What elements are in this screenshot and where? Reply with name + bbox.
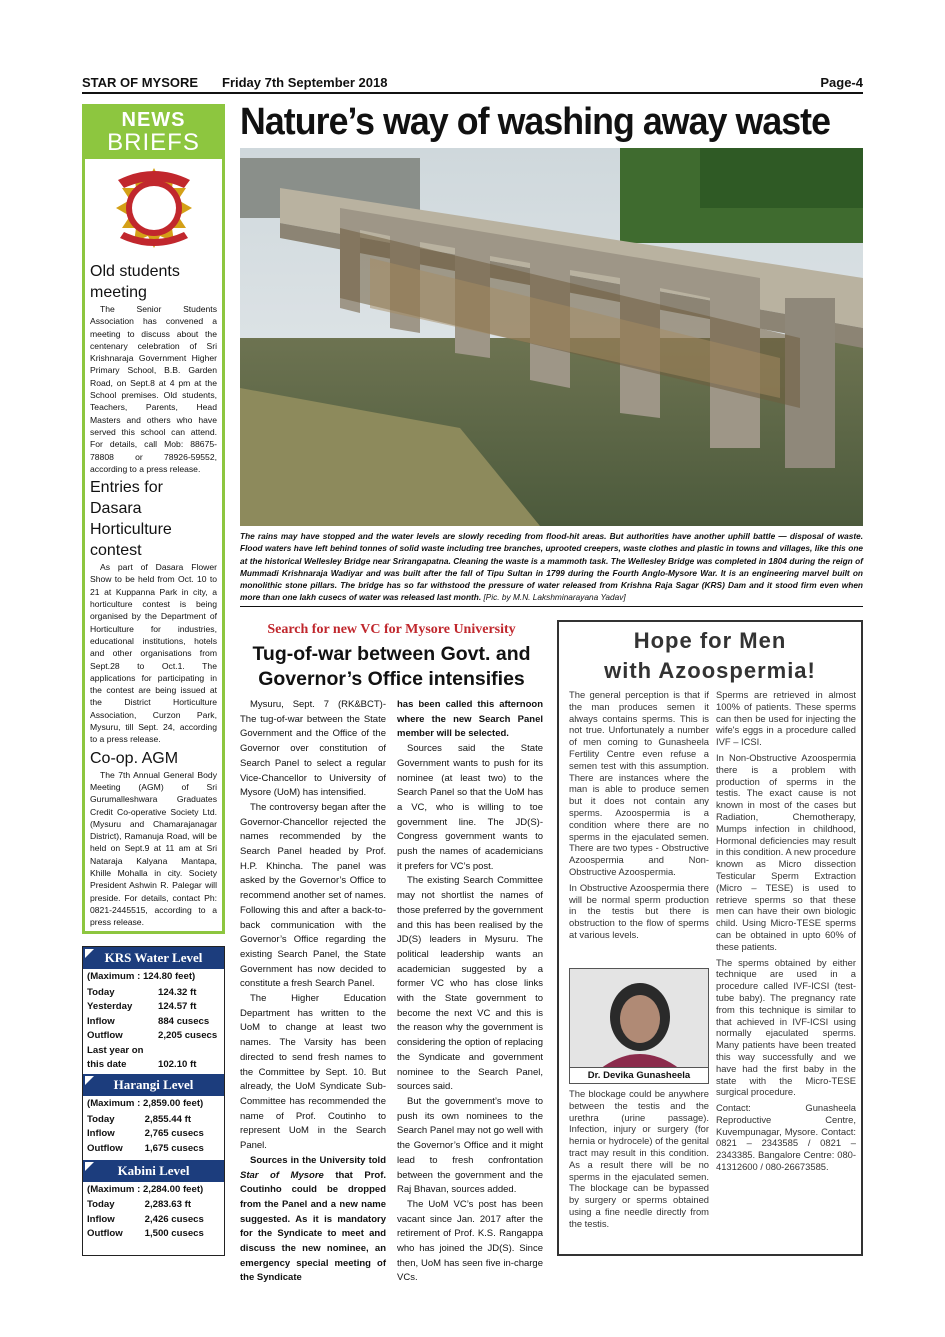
news-briefs-column	[82, 104, 225, 934]
table-row	[83, 1141, 224, 1156]
brief-item	[85, 748, 222, 929]
row-label: Yesterday	[87, 1001, 133, 1013]
advert-paragraph: The general perception is that if the man produces semen it always contains sperms. This is not true. Unfortunately a number of men coming to Gunasheela Fertility Centre even refuse a semen test with this assumption. There are instances where the man is able to produce semen but it does not contain any sperms. Azoospermia is a condition where there are no sperms in the ejaculated semen. There are two types - Obstructive Azoospermia and Non-Obstructive Azoospermia.	[569, 689, 709, 877]
corner-arrow-icon	[85, 1076, 94, 1085]
harangi-level-title: Harangi Level	[113, 1077, 194, 1092]
advert-paragraph: In Non-Obstructive Azoospermia there is a problem with production of sperms in the testis. The exact cause is not known in most of the cases but Radiation, Chemotherapy, Mumps infection in childhood, Hormonal deficiencies may result in this condition. A new procedure known as Micro dissection Testicular Sperm Extraction (Micro – TESE) is used to retrieve sperms so that these men can have their own biologic child. Using Micro-TESE sperms can be obtained in upto 60% of these patients.	[716, 751, 856, 952]
row-label: Inflow	[87, 1015, 115, 1027]
table-row	[83, 985, 224, 1000]
krs-table	[83, 985, 224, 1072]
vc-article-title: Tug-of-war between Govt. and Governor’s Office intensifies	[252, 643, 531, 690]
corner-arrow-icon	[85, 1162, 94, 1171]
caption-text: The rains may have stopped and the water levels are slowly receding from flood-hit areas. But authorities have another uphill battle — disposal of waste. Flood waters have left behind tonnes of solid waste including tree branches, uprooted creepers, waste clothes and plastic in towns and villages, like this one at the historical Wellesley Bridge near Srirangapatna. Cleaning the waste is a mammoth task. The Wellesley Bridge was completed in 1804 during the reign of Mummadi Krishnaraja Wadiyar and was built after the fall of Tipu Sultan in 1799 during the Fourth Anglo-Mysore War. It is an engineering marvel built on monolithic stone pillars. The bridge has so far withstood the pressure of water released from Krishna Raja Sagar (KRS) Dam and it stood firm even when more than one lakh cusecs of water was released last month.	[240, 531, 863, 603]
brief-title: Entries for Dasara Horticulture contest	[90, 479, 172, 560]
row-label: Inflow	[87, 1213, 115, 1225]
issue-date: Friday 7th September 2018	[222, 75, 388, 90]
row-value: 2,283.63 ft	[144, 1199, 192, 1211]
kabini-level-header	[83, 1160, 224, 1182]
bold-lead: Sources in the University told	[250, 1154, 386, 1166]
azoospermia-advert	[557, 620, 863, 1256]
row-label: Outflow	[87, 1030, 123, 1042]
article-paragraph: The controversy began after the Governor-Chancellor rejected the names recommended by the Search Panel headed by Prof. H.P. Khincha. The panel was asked by the Governor’s Office to recommend another set of names. Following this and after a back-to-back communication with the Governor’s Office regarding the existing Search Panel, the State Government has now decided to constitute a fresh Search Panel.	[240, 801, 386, 990]
anniversary-logo	[85, 159, 222, 259]
advert-title	[559, 626, 861, 686]
kabini-max: (Maximum : 2,284.00 feet)	[87, 1183, 204, 1195]
photo-credit: [Pic. by M.N. Lakshminarayana Yadav]	[483, 592, 626, 603]
table-row	[83, 1227, 224, 1242]
paper-name: STAR OF MYSORE	[82, 75, 199, 90]
water-level-box	[82, 946, 225, 1256]
bridge-photo	[240, 148, 863, 526]
advert-title-line-1: Hope for Men	[633, 628, 787, 653]
krs-level-header	[83, 947, 224, 969]
krs-level-title: KRS Water Level	[104, 950, 203, 965]
vc-article-col-1	[240, 698, 386, 1286]
article-paragraph-bold	[240, 1154, 386, 1286]
row-label: Today	[87, 1113, 115, 1125]
row-label: Today	[87, 986, 115, 998]
advert-right-column	[716, 689, 856, 1177]
table-row	[83, 1029, 224, 1044]
table-row	[83, 1212, 224, 1227]
doctor-name: Dr. Devika Gunasheela	[570, 1067, 708, 1083]
row-label: Outflow	[87, 1228, 123, 1240]
masthead	[82, 72, 863, 94]
bold-tail: that Prof. Coutinho could be dropped from the Panel and a new name suggested. As it is mandatory for the Syndicate to meet and discuss the new nominee, an emergency special meeting of the Syndicate	[240, 1169, 386, 1284]
article-paragraph: But the government’s move to push its own nominees to the Search Panel may not go well with the Governor’s Office and it might lead to fresh confrontation between the government and the Raj Bhavan, sources added.	[397, 1095, 543, 1196]
row-value: 124.57 ft	[158, 1001, 197, 1013]
brief-item	[85, 477, 222, 745]
advert-left-bottom: The blockage could be anywhere between the testis and the urethra (urine passage). Infection, injury or surgery (for hernia or hydrocele) of the genital tract may result in this condition. As a result there will be no sperms in the ejaculated semen. The blockage can be bypassed by surgery or sperms obtained using a fine needle directly from the testis.	[569, 1088, 709, 1229]
vc-article-col-2	[397, 698, 543, 1286]
brief-item	[85, 261, 222, 475]
brief-body: The Senior Students Association has convened a meeting to discuss about the centenary celebration of Sri Krishnaraja Government Higher Primary School, B.B. Garden Road, on Sept.8 at 4 pm at the School premises. Old students, Teachers, Parents, Head Masters and others who have served this school can attend. For details, call Mob: 88675-78808 or 78926-59552, according to a press release.	[90, 304, 217, 474]
advert-contact: Contact: Gunasheela Reproductive Centre, Kuvempunagar, Mysore. Contact: 0821 – 2343585 / 0821 – 2343385. Bangalore Centre: 080-41312600 / 080-26673585.	[716, 1102, 856, 1173]
bridge-photo-illustration	[240, 148, 863, 526]
row-label: Outflow	[87, 1142, 123, 1154]
row-value: 2,765 cusecs	[144, 1128, 204, 1140]
row-label: this date	[87, 1059, 127, 1071]
anniversary-emblem-icon	[104, 162, 204, 256]
article-paragraph: The existing Search Committee may not shortlist the names of those preferred by the government and this has been realised by the JD(S) leaders in Mysuru. The political leadership wants an academician suggested by a former VC who has close links with the State government to become the next VC and this is the reason why the government is considering the option of replacing the Syndicate and government nominee to the Search Panel, sources said.	[397, 875, 543, 1093]
vc-article-kicker: Search for new VC for Mysore University	[267, 622, 516, 637]
article-paragraph: Mysuru, Sept. 7 (RK&BCT)- The tug-of-war between the State Government and the Office of the Governor over constitution of Search Panel to select a regular Vice-Chancellor to University of Mysore (UoM) has intensified.	[240, 699, 386, 799]
harangi-table	[83, 1112, 224, 1156]
row-value: 2,426 cusecs	[144, 1213, 204, 1225]
brief-body: The 7th Annual General Body Meeting (AGM) of Sri Gurumalleshwara Graduates Credit Co-operative Society Ltd. (Mysuru and Chamarajanagar District), Ramanuja Road, will be held on Sept.9 at 11 am at Sri Nataraja Kalyana Mantapa, Khille Mohalla in city. Society President Ashwin R. Palegar will preside. For details, contact Ph: 0821-2445515, according to a press release.	[90, 769, 217, 928]
advert-paragraph: In Obstructive Azoospermia there will be normal sperm production in the testis but there is obstruction to the flow of sperms at various levels.	[569, 881, 709, 940]
brief-title: Old students meeting	[90, 263, 180, 301]
news-briefs-title-1: NEWS	[121, 109, 186, 131]
row-label: Today	[87, 1199, 115, 1211]
table-row	[83, 1112, 224, 1127]
news-briefs-title-2: BRIEFS	[107, 129, 200, 156]
row-value: 1,500 cusecs	[144, 1228, 204, 1240]
advert-title-line-2: with Azoospermia!	[604, 658, 816, 683]
article-paragraph: The Higher Education Department has written to the UoM to change at least two names. The Varsity has been directed to send fresh names to the Committee by Sept. 10. But already, the UoM Syndicate Sub-Committee has recommended the name of Prof. Coutinho to represent UoM in the Search Panel.	[240, 993, 386, 1152]
bold-italic-paper: Star of Mysore	[240, 1169, 324, 1181]
brief-title: Co-op. AGM	[90, 749, 179, 767]
brief-item	[85, 930, 222, 934]
advert-left-column	[569, 689, 709, 945]
article-paragraph: The UoM VC’s post has been vacant since Jan. 2017 after the retirement of Prof. K.S. Rangappa who has joined the JD(S). Since then, UoM has seen five in-charge VCs.	[397, 1198, 543, 1284]
doctor-photo	[569, 968, 709, 1084]
row-value: 2,205 cusecs	[158, 1030, 218, 1042]
table-row	[83, 1014, 224, 1029]
kabini-table	[83, 1198, 224, 1242]
kabini-level-title: Kabini Level	[117, 1162, 190, 1178]
harangi-max: (Maximum : 2,859.00 feet)	[87, 1098, 204, 1109]
table-row	[83, 1058, 224, 1073]
krs-max: (Maximum : 124.80 feet)	[87, 971, 196, 982]
corner-arrow-icon	[85, 949, 94, 958]
harangi-level-header	[83, 1074, 224, 1096]
table-row	[83, 1043, 224, 1058]
row-value: 884 cusecs	[158, 1015, 210, 1027]
row-value: 102.10 ft	[158, 1059, 197, 1071]
row-value: 124.32 ft	[158, 986, 197, 998]
brief-body: As part of Dasara Flower Show to be held from Oct. 10 to 21 at Kuppanna Park in city, a horticulture contest is being organised by the Department of Horticulture for industries, educational institutions, hotels and other organisations from Sept.28 to Oct.1. The applications for participating in the contest are being issued at the District Horticulture Association, Curzon Park, Mysuru, till Sept. 24, according to a press release.	[90, 562, 217, 745]
row-label: Last year on	[87, 1044, 144, 1056]
table-row	[83, 1000, 224, 1015]
row-value: 1,675 cusecs	[144, 1142, 204, 1154]
photo-caption	[240, 530, 863, 607]
row-value: 2,855.44 ft	[144, 1113, 192, 1125]
brief-title	[85, 930, 222, 934]
lead-headline: Nature’s way of washing away waste	[240, 101, 831, 143]
article-paragraph: Sources said the State Government wants to push for its nominee (at least two) to the Search Panel so that the UoM has a VC, who is willing to toe government line. The JD(S)-Congress government wants to push the names of academicians it prefers for VC’s post.	[397, 743, 543, 872]
row-value	[150, 1043, 224, 1058]
page-number: Page-4	[820, 75, 863, 90]
news-briefs-banner	[85, 107, 222, 159]
row-label: Inflow	[87, 1128, 115, 1140]
table-row	[83, 1127, 224, 1142]
table-row	[83, 1198, 224, 1213]
advert-paragraph: Sperms are retrieved in almost 100% of patients. These sperms can then be used for injecting the wife's eggs in a procedure called IVF – ICSI.	[716, 689, 856, 748]
advert-paragraph: The sperms obtained by either technique are used in a procedure called IVF-ICSI (test-tube baby). The pregnancy rate from this technique is similar to that achieved in IVF-ICSI using normally ejaculated sperms. Many patients have been treated this way successfully and we have had the first baby in the state with the Micro-TESE surgical procedure.	[716, 956, 856, 1098]
article-paragraph-bold: has been called this afternoon where the new Search Panel member will be selected.	[397, 699, 543, 740]
